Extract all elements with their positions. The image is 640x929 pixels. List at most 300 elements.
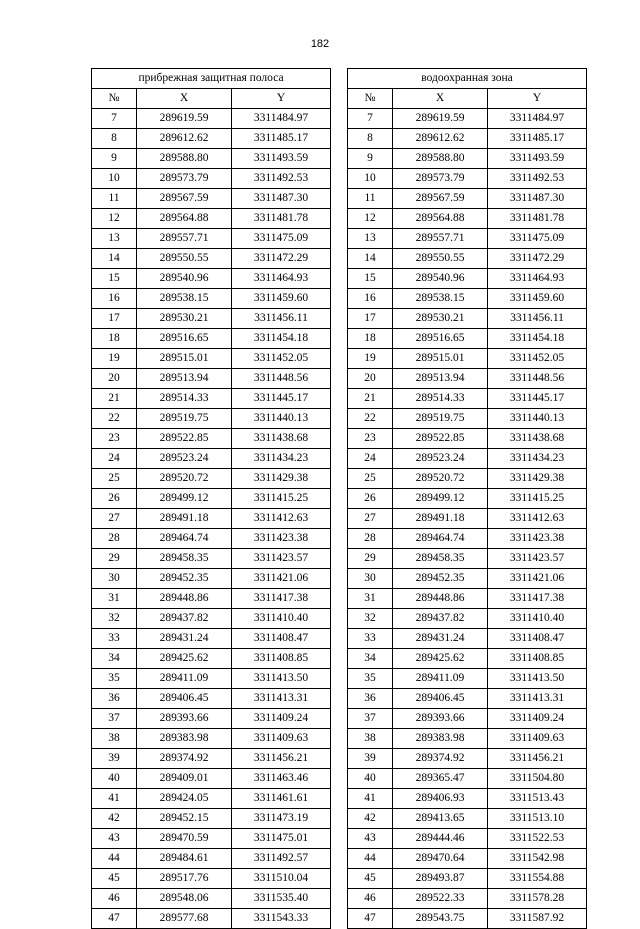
- column-gap: [331, 649, 348, 669]
- left-point-number: 16: [92, 289, 137, 309]
- left-y-coordinate: 3311408.85: [232, 649, 331, 669]
- left-y-coordinate: 3311485.17: [232, 129, 331, 149]
- column-gap: [331, 369, 348, 389]
- column-gap: [331, 389, 348, 409]
- right-header-y: Y: [488, 89, 587, 109]
- right-y-coordinate: 3311421.06: [488, 569, 587, 589]
- right-point-number: 20: [348, 369, 393, 389]
- right-x-coordinate: 289567.59: [393, 189, 488, 209]
- left-x-coordinate: 289464.74: [137, 529, 232, 549]
- table-row: [92, 289, 587, 309]
- table-row: [92, 909, 587, 929]
- right-point-number: 14: [348, 249, 393, 269]
- table-row: [92, 149, 587, 169]
- right-point-number: 44: [348, 849, 393, 869]
- right-section-title: водоохранная зона: [348, 69, 587, 89]
- right-y-coordinate: 3311513.43: [488, 789, 587, 809]
- left-y-coordinate: 3311543.33: [232, 909, 331, 929]
- left-y-coordinate: 3311492.57: [232, 849, 331, 869]
- right-y-coordinate: 3311472.29: [488, 249, 587, 269]
- left-point-number: 22: [92, 409, 137, 429]
- left-point-number: 41: [92, 789, 137, 809]
- table-row: [92, 429, 587, 449]
- right-point-number: 18: [348, 329, 393, 349]
- right-point-number: 11: [348, 189, 393, 209]
- coordinates-table: [91, 68, 587, 929]
- right-y-coordinate: 3311423.38: [488, 529, 587, 549]
- left-point-number: 40: [92, 769, 137, 789]
- table-body: [92, 109, 587, 929]
- left-y-coordinate: 3311475.01: [232, 829, 331, 849]
- left-point-number: 12: [92, 209, 137, 229]
- column-gap: [331, 289, 348, 309]
- left-point-number: 44: [92, 849, 137, 869]
- column-gap: [331, 549, 348, 569]
- left-point-number: 25: [92, 469, 137, 489]
- table-row: [92, 269, 587, 289]
- right-y-coordinate: 3311413.31: [488, 689, 587, 709]
- left-y-coordinate: 3311456.21: [232, 749, 331, 769]
- left-point-number: 11: [92, 189, 137, 209]
- left-point-number: 28: [92, 529, 137, 549]
- right-point-number: 40: [348, 769, 393, 789]
- right-x-coordinate: 289458.35: [393, 549, 488, 569]
- left-x-coordinate: 289491.18: [137, 509, 232, 529]
- right-y-coordinate: 3311409.63: [488, 729, 587, 749]
- table-row: [92, 329, 587, 349]
- left-point-number: 38: [92, 729, 137, 749]
- left-point-number: 20: [92, 369, 137, 389]
- column-gap: [331, 889, 348, 909]
- right-x-coordinate: 289393.66: [393, 709, 488, 729]
- table-row: [92, 729, 587, 749]
- left-point-number: 42: [92, 809, 137, 829]
- right-y-coordinate: 3311504.80: [488, 769, 587, 789]
- left-x-coordinate: 289431.24: [137, 629, 232, 649]
- right-x-coordinate: 289411.09: [393, 669, 488, 689]
- left-y-coordinate: 3311408.47: [232, 629, 331, 649]
- right-y-coordinate: 3311484.97: [488, 109, 587, 129]
- column-gap: [331, 469, 348, 489]
- right-y-coordinate: 3311445.17: [488, 389, 587, 409]
- left-point-number: 21: [92, 389, 137, 409]
- right-point-number: 42: [348, 809, 393, 829]
- left-y-coordinate: 3311493.59: [232, 149, 331, 169]
- right-x-coordinate: 289514.33: [393, 389, 488, 409]
- left-x-coordinate: 289550.55: [137, 249, 232, 269]
- left-y-coordinate: 3311459.60: [232, 289, 331, 309]
- table-row: [92, 529, 587, 549]
- right-point-number: 29: [348, 549, 393, 569]
- right-y-coordinate: 3311448.56: [488, 369, 587, 389]
- right-y-coordinate: 3311438.68: [488, 429, 587, 449]
- left-x-coordinate: 289548.06: [137, 889, 232, 909]
- left-x-coordinate: 289513.94: [137, 369, 232, 389]
- left-point-number: 7: [92, 109, 137, 129]
- left-point-number: 10: [92, 169, 137, 189]
- right-x-coordinate: 289619.59: [393, 109, 488, 129]
- right-point-number: 45: [348, 869, 393, 889]
- right-y-coordinate: 3311464.93: [488, 269, 587, 289]
- right-y-coordinate: 3311587.92: [488, 909, 587, 929]
- table-row: [92, 889, 587, 909]
- right-x-coordinate: 289365.47: [393, 769, 488, 789]
- left-x-coordinate: 289557.71: [137, 229, 232, 249]
- left-y-coordinate: 3311492.53: [232, 169, 331, 189]
- right-point-number: 28: [348, 529, 393, 549]
- left-x-coordinate: 289573.79: [137, 169, 232, 189]
- left-x-coordinate: 289411.09: [137, 669, 232, 689]
- right-point-number: 35: [348, 669, 393, 689]
- right-x-coordinate: 289612.62: [393, 129, 488, 149]
- right-x-coordinate: 289522.85: [393, 429, 488, 449]
- left-point-number: 46: [92, 889, 137, 909]
- left-point-number: 19: [92, 349, 137, 369]
- right-x-coordinate: 289493.87: [393, 869, 488, 889]
- right-x-coordinate: 289452.35: [393, 569, 488, 589]
- right-x-coordinate: 289516.65: [393, 329, 488, 349]
- table-row: [92, 349, 587, 369]
- left-point-number: 34: [92, 649, 137, 669]
- left-y-coordinate: 3311475.09: [232, 229, 331, 249]
- right-y-coordinate: 3311408.85: [488, 649, 587, 669]
- right-point-number: 33: [348, 629, 393, 649]
- left-point-number: 39: [92, 749, 137, 769]
- right-x-coordinate: 289413.65: [393, 809, 488, 829]
- left-y-coordinate: 3311472.29: [232, 249, 331, 269]
- left-point-number: 23: [92, 429, 137, 449]
- right-point-number: 39: [348, 749, 393, 769]
- left-y-coordinate: 3311461.61: [232, 789, 331, 809]
- column-gap: [331, 449, 348, 469]
- left-point-number: 15: [92, 269, 137, 289]
- left-x-coordinate: 289383.98: [137, 729, 232, 749]
- left-x-coordinate: 289452.35: [137, 569, 232, 589]
- right-header-x: X: [393, 89, 488, 109]
- column-gap: [331, 189, 348, 209]
- right-x-coordinate: 289464.74: [393, 529, 488, 549]
- right-x-coordinate: 289499.12: [393, 489, 488, 509]
- right-y-coordinate: 3311412.63: [488, 509, 587, 529]
- left-y-coordinate: 3311484.97: [232, 109, 331, 129]
- column-gap: [331, 249, 348, 269]
- right-x-coordinate: 289538.15: [393, 289, 488, 309]
- right-point-number: 26: [348, 489, 393, 509]
- right-x-coordinate: 289406.45: [393, 689, 488, 709]
- table-row: [92, 589, 587, 609]
- right-x-coordinate: 289522.33: [393, 889, 488, 909]
- column-gap: [331, 149, 348, 169]
- table-row: [92, 609, 587, 629]
- right-x-coordinate: 289470.64: [393, 849, 488, 869]
- table-row: [92, 489, 587, 509]
- table-row: [92, 789, 587, 809]
- left-x-coordinate: 289564.88: [137, 209, 232, 229]
- left-point-number: 24: [92, 449, 137, 469]
- right-y-coordinate: 3311481.78: [488, 209, 587, 229]
- right-point-number: 17: [348, 309, 393, 329]
- left-y-coordinate: 3311473.19: [232, 809, 331, 829]
- left-y-coordinate: 3311464.93: [232, 269, 331, 289]
- left-y-coordinate: 3311487.30: [232, 189, 331, 209]
- column-gap: [331, 489, 348, 509]
- left-header-number: №: [92, 89, 137, 109]
- right-y-coordinate: 3311413.50: [488, 669, 587, 689]
- right-y-coordinate: 3311485.17: [488, 129, 587, 149]
- left-x-coordinate: 289470.59: [137, 829, 232, 849]
- column-gap: [331, 609, 348, 629]
- table-row: [92, 469, 587, 489]
- left-point-number: 13: [92, 229, 137, 249]
- right-y-coordinate: 3311417.38: [488, 589, 587, 609]
- table-row: [92, 509, 587, 529]
- right-point-number: 13: [348, 229, 393, 249]
- right-y-coordinate: 3311410.40: [488, 609, 587, 629]
- left-point-number: 43: [92, 829, 137, 849]
- left-x-coordinate: 289374.92: [137, 749, 232, 769]
- left-point-number: 29: [92, 549, 137, 569]
- coordinates-table-container: [91, 68, 586, 924]
- right-point-number: 32: [348, 609, 393, 629]
- left-point-number: 47: [92, 909, 137, 929]
- left-x-coordinate: 289424.05: [137, 789, 232, 809]
- left-y-coordinate: 3311421.06: [232, 569, 331, 589]
- right-point-number: 22: [348, 409, 393, 429]
- right-y-coordinate: 3311492.53: [488, 169, 587, 189]
- table-row: [92, 169, 587, 189]
- column-gap: [331, 729, 348, 749]
- right-x-coordinate: 289588.80: [393, 149, 488, 169]
- table-header-row: [92, 89, 587, 109]
- left-y-coordinate: 3311413.31: [232, 689, 331, 709]
- right-x-coordinate: 289540.96: [393, 269, 488, 289]
- column-gap: [331, 209, 348, 229]
- left-header-y: Y: [232, 89, 331, 109]
- left-y-coordinate: 3311440.13: [232, 409, 331, 429]
- column-gap: [331, 269, 348, 289]
- column-gap: [331, 109, 348, 129]
- left-y-coordinate: 3311510.04: [232, 869, 331, 889]
- table-row: [92, 829, 587, 849]
- right-y-coordinate: 3311409.24: [488, 709, 587, 729]
- left-x-coordinate: 289540.96: [137, 269, 232, 289]
- right-x-coordinate: 289374.92: [393, 749, 488, 769]
- right-y-coordinate: 3311423.57: [488, 549, 587, 569]
- left-point-number: 35: [92, 669, 137, 689]
- table-row: [92, 129, 587, 149]
- left-y-coordinate: 3311409.63: [232, 729, 331, 749]
- right-point-number: 34: [348, 649, 393, 669]
- left-y-coordinate: 3311445.17: [232, 389, 331, 409]
- column-gap: [331, 89, 348, 109]
- left-point-number: 33: [92, 629, 137, 649]
- right-x-coordinate: 289513.94: [393, 369, 488, 389]
- left-x-coordinate: 289523.24: [137, 449, 232, 469]
- right-point-number: 36: [348, 689, 393, 709]
- column-gap: [331, 749, 348, 769]
- left-y-coordinate: 3311415.25: [232, 489, 331, 509]
- table-row: [92, 409, 587, 429]
- column-gap: [331, 769, 348, 789]
- table-row: [92, 249, 587, 269]
- right-point-number: 27: [348, 509, 393, 529]
- right-x-coordinate: 289425.62: [393, 649, 488, 669]
- left-x-coordinate: 289516.65: [137, 329, 232, 349]
- left-point-number: 31: [92, 589, 137, 609]
- left-y-coordinate: 3311413.50: [232, 669, 331, 689]
- left-x-coordinate: 289517.76: [137, 869, 232, 889]
- left-x-coordinate: 289452.15: [137, 809, 232, 829]
- table-row: [92, 769, 587, 789]
- column-gap: [331, 909, 348, 929]
- right-y-coordinate: 3311542.98: [488, 849, 587, 869]
- right-header-number: №: [348, 89, 393, 109]
- left-point-number: 14: [92, 249, 137, 269]
- left-x-coordinate: 289499.12: [137, 489, 232, 509]
- table-row: [92, 389, 587, 409]
- left-point-number: 27: [92, 509, 137, 529]
- right-point-number: 12: [348, 209, 393, 229]
- column-gap: [331, 229, 348, 249]
- right-point-number: 25: [348, 469, 393, 489]
- column-gap: [331, 829, 348, 849]
- left-x-coordinate: 289519.75: [137, 409, 232, 429]
- right-x-coordinate: 289383.98: [393, 729, 488, 749]
- table-row: [92, 309, 587, 329]
- column-gap: [331, 869, 348, 889]
- table-row: [92, 629, 587, 649]
- left-x-coordinate: 289425.62: [137, 649, 232, 669]
- left-x-coordinate: 289406.45: [137, 689, 232, 709]
- left-x-coordinate: 289448.86: [137, 589, 232, 609]
- right-x-coordinate: 289530.21: [393, 309, 488, 329]
- right-point-number: 15: [348, 269, 393, 289]
- left-y-coordinate: 3311417.38: [232, 589, 331, 609]
- right-y-coordinate: 3311493.59: [488, 149, 587, 169]
- right-point-number: 41: [348, 789, 393, 809]
- left-point-number: 30: [92, 569, 137, 589]
- right-y-coordinate: 3311522.53: [488, 829, 587, 849]
- table-row: [92, 569, 587, 589]
- left-y-coordinate: 3311423.57: [232, 549, 331, 569]
- right-point-number: 37: [348, 709, 393, 729]
- right-y-coordinate: 3311554.88: [488, 869, 587, 889]
- left-y-coordinate: 3311410.40: [232, 609, 331, 629]
- left-x-coordinate: 289530.21: [137, 309, 232, 329]
- right-x-coordinate: 289437.82: [393, 609, 488, 629]
- table-row: [92, 109, 587, 129]
- right-y-coordinate: 3311408.47: [488, 629, 587, 649]
- left-y-coordinate: 3311454.18: [232, 329, 331, 349]
- column-gap: [331, 69, 348, 89]
- table-row: [92, 209, 587, 229]
- right-y-coordinate: 3311456.21: [488, 749, 587, 769]
- left-x-coordinate: 289577.68: [137, 909, 232, 929]
- right-y-coordinate: 3311440.13: [488, 409, 587, 429]
- left-y-coordinate: 3311456.11: [232, 309, 331, 329]
- right-point-number: 47: [348, 909, 393, 929]
- right-y-coordinate: 3311487.30: [488, 189, 587, 209]
- table-row: [92, 809, 587, 829]
- left-x-coordinate: 289515.01: [137, 349, 232, 369]
- right-x-coordinate: 289519.75: [393, 409, 488, 429]
- left-x-coordinate: 289458.35: [137, 549, 232, 569]
- left-x-coordinate: 289538.15: [137, 289, 232, 309]
- left-point-number: 36: [92, 689, 137, 709]
- left-point-number: 26: [92, 489, 137, 509]
- right-x-coordinate: 289515.01: [393, 349, 488, 369]
- right-x-coordinate: 289564.88: [393, 209, 488, 229]
- left-x-coordinate: 289522.85: [137, 429, 232, 449]
- column-gap: [331, 709, 348, 729]
- table-row: [92, 709, 587, 729]
- left-point-number: 37: [92, 709, 137, 729]
- left-y-coordinate: 3311535.40: [232, 889, 331, 909]
- table-row: [92, 869, 587, 889]
- right-y-coordinate: 3311415.25: [488, 489, 587, 509]
- left-y-coordinate: 3311463.46: [232, 769, 331, 789]
- table-row: [92, 689, 587, 709]
- right-x-coordinate: 289520.72: [393, 469, 488, 489]
- right-y-coordinate: 3311513.10: [488, 809, 587, 829]
- column-gap: [331, 509, 348, 529]
- left-y-coordinate: 3311438.68: [232, 429, 331, 449]
- right-x-coordinate: 289491.18: [393, 509, 488, 529]
- table-row: [92, 649, 587, 669]
- left-x-coordinate: 289393.66: [137, 709, 232, 729]
- left-point-number: 18: [92, 329, 137, 349]
- table-row: [92, 669, 587, 689]
- column-gap: [331, 429, 348, 449]
- page-number: 182: [310, 38, 330, 50]
- left-x-coordinate: 289409.01: [137, 769, 232, 789]
- left-y-coordinate: 3311423.38: [232, 529, 331, 549]
- column-gap: [331, 329, 348, 349]
- left-y-coordinate: 3311452.05: [232, 349, 331, 369]
- column-gap: [331, 349, 348, 369]
- left-x-coordinate: 289612.62: [137, 129, 232, 149]
- table-row: [92, 229, 587, 249]
- right-point-number: 46: [348, 889, 393, 909]
- left-y-coordinate: 3311409.24: [232, 709, 331, 729]
- left-y-coordinate: 3311429.38: [232, 469, 331, 489]
- right-point-number: 43: [348, 829, 393, 849]
- left-x-coordinate: 289437.82: [137, 609, 232, 629]
- table-row: [92, 369, 587, 389]
- left-x-coordinate: 289514.33: [137, 389, 232, 409]
- column-gap: [331, 629, 348, 649]
- table-row: [92, 449, 587, 469]
- column-gap: [331, 169, 348, 189]
- left-point-number: 45: [92, 869, 137, 889]
- right-y-coordinate: 3311459.60: [488, 289, 587, 309]
- column-gap: [331, 809, 348, 829]
- right-point-number: 21: [348, 389, 393, 409]
- right-y-coordinate: 3311452.05: [488, 349, 587, 369]
- right-y-coordinate: 3311454.18: [488, 329, 587, 349]
- column-gap: [331, 589, 348, 609]
- column-gap: [331, 669, 348, 689]
- right-x-coordinate: 289557.71: [393, 229, 488, 249]
- table-row: [92, 849, 587, 869]
- right-y-coordinate: 3311456.11: [488, 309, 587, 329]
- left-section-title: прибрежная защитная полоса: [92, 69, 331, 89]
- table-row: [92, 189, 587, 209]
- right-point-number: 23: [348, 429, 393, 449]
- left-x-coordinate: 289567.59: [137, 189, 232, 209]
- left-y-coordinate: 3311481.78: [232, 209, 331, 229]
- right-y-coordinate: 3311434.23: [488, 449, 587, 469]
